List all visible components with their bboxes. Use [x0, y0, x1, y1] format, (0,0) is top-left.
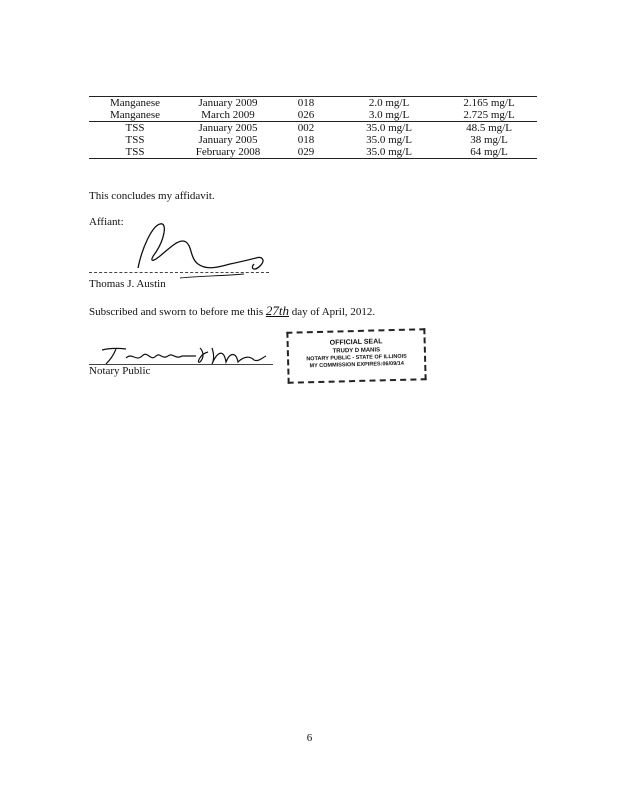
- seal-state: NOTARY PUBLIC - STATE OF ILLINOIS: [306, 353, 407, 363]
- table-cell-outfall: 018: [275, 97, 337, 110]
- subscribed-day: 27th: [265, 303, 290, 318]
- table-cell-value: 2.165 mg/L: [441, 97, 537, 110]
- table-cell-limit: 35.0 mg/L: [337, 122, 441, 135]
- official-seal-stamp: [286, 328, 426, 384]
- table-cell-value: 64 mg/L: [441, 146, 537, 159]
- table-cell-outfall: 002: [275, 122, 337, 135]
- subscribed-prefix: Subscribed and sworn to before me this: [89, 306, 264, 318]
- table-cell-outfall: 029: [275, 146, 337, 159]
- table-cell-parameter: Manganese: [109, 109, 161, 121]
- affiant-name: Thomas J. Austin: [89, 278, 166, 290]
- table-row: [89, 134, 537, 146]
- table-cell-value: 48.5 mg/L: [441, 122, 537, 135]
- exceedance-table: [89, 96, 537, 159]
- seal-title: OFFICIAL SEAL: [329, 338, 383, 347]
- table-cell-limit: 35.0 mg/L: [337, 146, 441, 159]
- table-cell-parameter: Manganese: [89, 97, 181, 110]
- table-cell-parameter: TSS: [89, 146, 181, 159]
- table-cell-limit: 3.0 mg/L: [368, 109, 410, 121]
- table-row: [89, 109, 537, 122]
- table-cell-date: January 2005: [198, 134, 258, 146]
- affiant-signature-line: [89, 272, 269, 273]
- seal-expiry: MY COMMISSION EXPIRES:06/09/14: [309, 360, 404, 370]
- table-cell-parameter: TSS: [125, 134, 145, 146]
- table-cell-limit: 2.0 mg/L: [337, 97, 441, 110]
- seal-notary-name: TRUDY D MANIS: [332, 347, 381, 355]
- table-cell-date: January 2009: [181, 97, 275, 110]
- table-cell-value: 38 mg/L: [470, 134, 508, 146]
- table-cell-outfall: 018: [297, 134, 315, 146]
- subscribed-statement: [89, 304, 375, 319]
- table-cell-date: March 2009: [201, 109, 255, 121]
- page-number: 6: [306, 732, 313, 744]
- table-cell-parameter: TSS: [89, 122, 181, 135]
- table-row: [89, 122, 537, 135]
- table-row: [89, 146, 537, 159]
- subscribed-suffix: day of April, 2012.: [291, 306, 376, 318]
- notary-public-label: Notary Public: [89, 365, 151, 377]
- table-cell-value: 2.725 mg/L: [463, 109, 515, 121]
- table-cell-outfall: 026: [297, 109, 315, 121]
- affiant-label: Affiant:: [89, 216, 124, 228]
- table-cell-limit: 35.0 mg/L: [366, 134, 412, 146]
- conclusion-text: This concludes my affidavit.: [89, 190, 215, 202]
- table-cell-date: January 2005: [181, 122, 275, 135]
- table-row: [89, 97, 537, 110]
- table-cell-date: February 2008: [181, 146, 275, 159]
